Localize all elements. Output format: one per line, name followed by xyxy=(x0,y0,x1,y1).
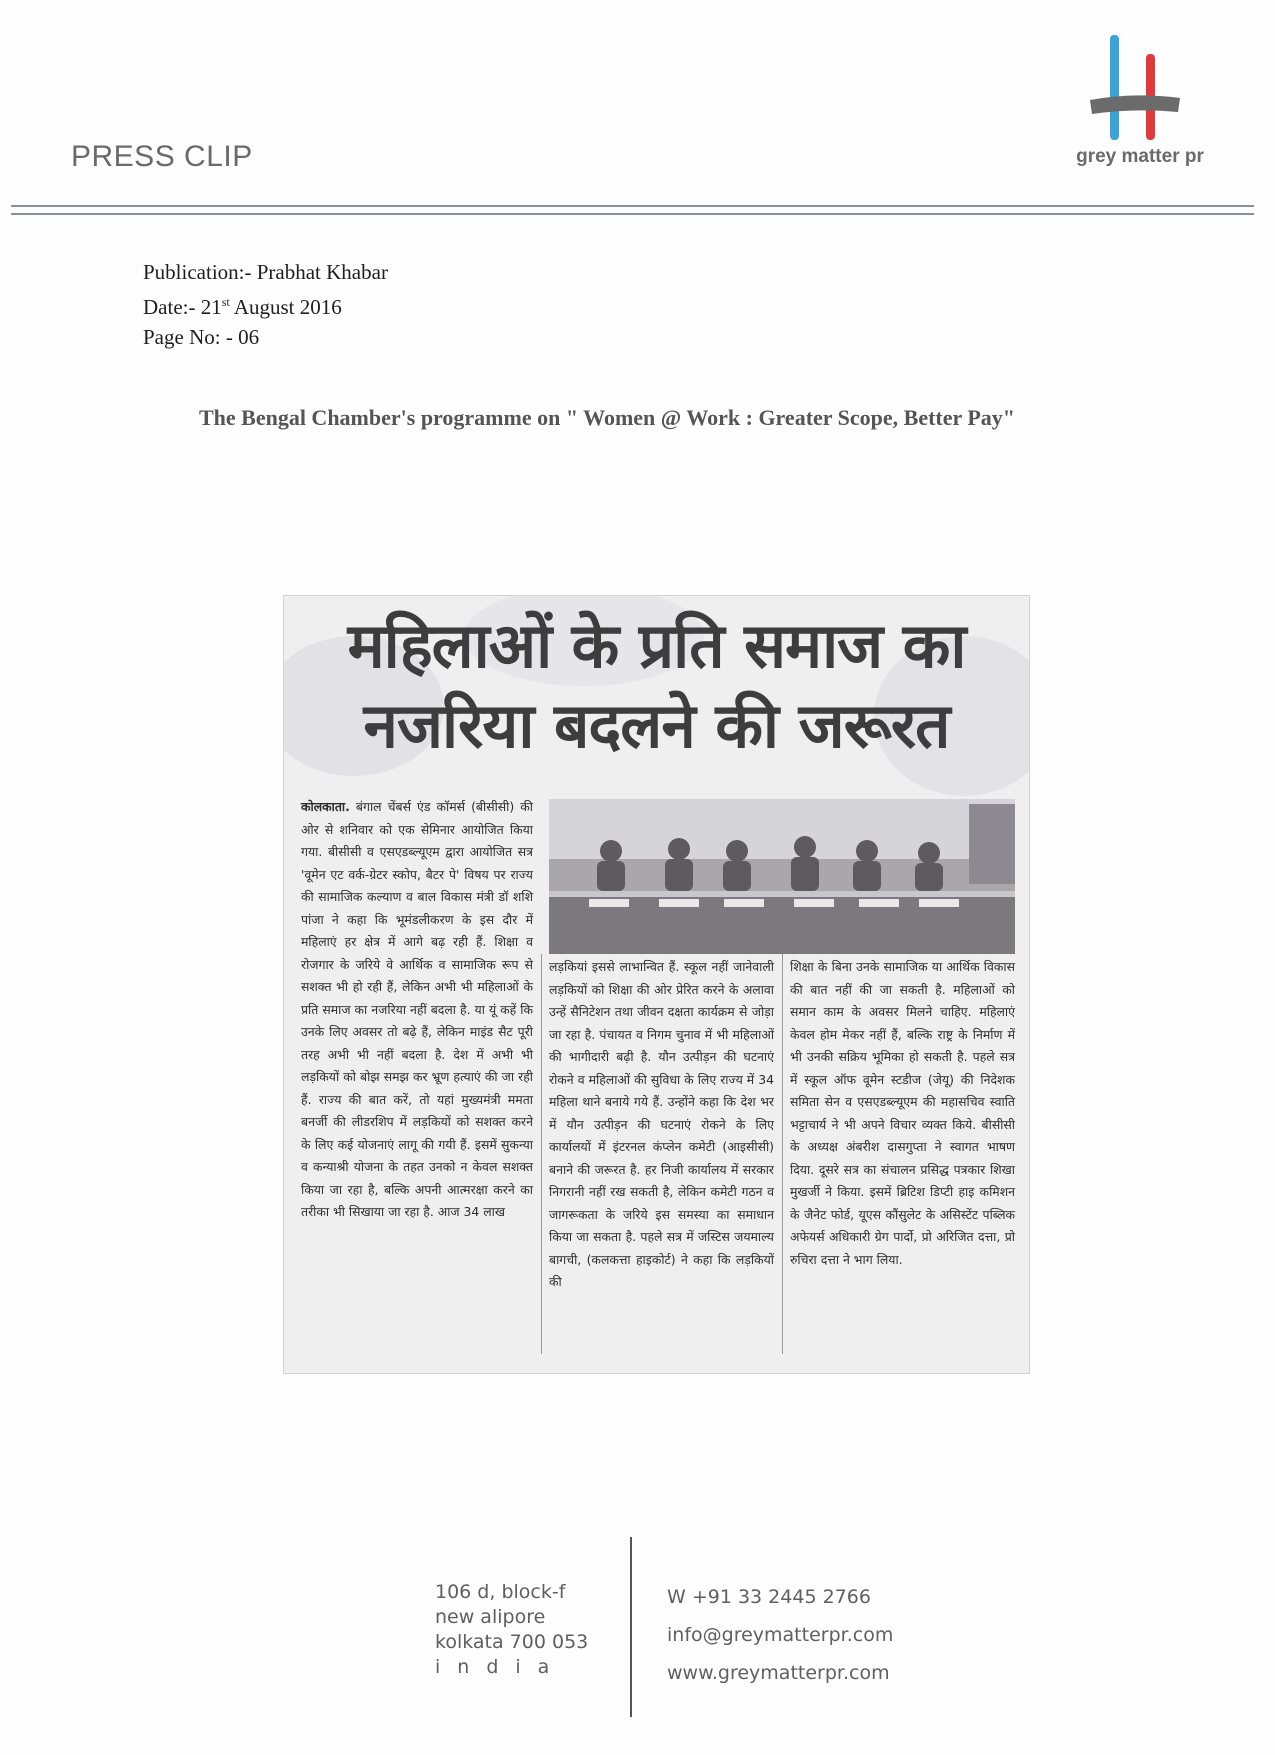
date-line: Date:- 21st August 2016 xyxy=(143,295,342,319)
clipping-headline: महिलाओं के प्रति समाज का नजरिया बदलने की जरूरत xyxy=(347,609,966,762)
grey-matter-logo-icon xyxy=(1080,30,1190,145)
company-logo xyxy=(1050,30,1230,170)
page-number-line: Page No: - 06 xyxy=(143,325,260,349)
column-divider-2 xyxy=(782,954,783,1354)
article-column-1: कोलकाता. बंगाल चेंबर्स एंड कॉमर्स (बीसीसी) की ओर से शनिवार को एक सेमिनार आयोजित किया गया. बीसीसी व एसएडब्ल्यूएम द्वारा आयोजित सत्र 'वूमेन एट वर्क-ग्रेटर स्कोप, बैटर पे' विषय पर राज्य की सामाजिक कल्याण व बाल विकास मंत्री डॉ शशि पांजा ने कहा कि भूमंडलीकरण के इस दौर में महिलाएं हर क्षेत्र में आगे बढ़ रही हैं. शिक्षा व रोजगार के जरिये वे आर्थिक व सामाजिक रूप से सशक्त भी हो रही हैं, लेकिन अभी भी महिलाओं के प्रति समाज का नजरिया नहीं बदला है. या यूं कहें कि उनके लिए अवसर तो बढ़े हैं, लेकिन माइंड सैट पूरी तरह अभी भी नहीं बदला है. देश में अभी भी लड़कियों को बोझ समझ कर भ्रूण हत्याएं की जा रही हैं. राज्य की बात करें, तो यहां मुख्यमंत्री ममता बनर्जी की लीडरशिप में लड़कियों को सशक्त करने के लिए कई योजनाएं लागू की गयी हैं. इसमें सुकन्या व कन्याश्री योजना के तहत उनको न केवल सशक्त किया जा रहा है, बल्कि अपनी आत्मरक्षा करने का तरीका भी सिखाया जा रहा है. आज 34 लाख xyxy=(301,799,533,1219)
publication-line: Publication:- Prabhat Khabar xyxy=(143,260,388,284)
clip-title: The Bengal Chamber's programme on " Women @ Work : Greater Scope, Better Pay" xyxy=(198,405,1016,430)
footer-website[interactable]: www.greymatterpr.com xyxy=(667,1662,890,1684)
logo-text: grey matter pr xyxy=(1076,146,1204,167)
header-rule-bottom xyxy=(11,213,1254,215)
header-rule-top xyxy=(11,205,1254,207)
press-clip-label: PRESS CLIP xyxy=(71,140,253,173)
footer-phone: W +91 33 2445 2766 xyxy=(667,1586,871,1608)
footer-contact xyxy=(667,1578,893,1692)
column-divider-1 xyxy=(541,954,542,1354)
article-column-3: शिक्षा के बिना उनके सामाजिक या आर्थिक विकास की बात नहीं की जा सकती है. महिलाओं को समान काम के अवसर मिलने चाहिए. महिलाएं केवल होम मेकर नहीं हैं, बल्कि राष्ट्र के निर्माण में भी उनकी सक्रिय भूमिका हो सकती है. पहले सत्र में स्कूल ऑफ वूमेन स्टडीज (जेयू) की निदेशक समिता सेन व एसएडब्ल्यूएम की महासचिव स्वाति भट्टाचार्य ने भी अपने विचार व्यक्त किये. बीसीसी के अध्यक्ष अंबरीश दासगुप्ता ने स्वागत भाषण दिया. दूसरे सत्र का संचालन प्रसिद्ध पत्रकार शिखा मुखर्जी ने किया. इसमें ब्रिटिश डिप्टी हाइ कमिशन के जैनेट फोर्ड, यूएस कौंसुलेट के असिस्टेंट पब्लिक अफेयर्स अधिकारी ग्रेग पार्दो, प्रो अरिजित दत्ता, प्रो रुचिरा दत्ता ने भाग लिया. xyxy=(790,959,1015,1267)
newspaper-clipping xyxy=(283,595,1030,1374)
footer-email[interactable]: info@greymatterpr.com xyxy=(667,1624,894,1646)
article-column-2: लड़कियां इससे लाभान्वित हैं. स्कूल नहीं जानेवाली लड़कियों को शिक्षा की ओर प्रेरित करने के अलावा उन्हें सैनिटेशन तथा जीवन दक्षता कार्यक्रम से जोड़ा जा रहा है. पंचायत व निगम चुनाव में भी महिलाओं की भागीदारी बढ़ी है. यौन उत्पीड़न की घटनाएं रोकने व महिलाओं की सुविधा के लिए राज्य में 34 महिला थाने बनाये गये हैं. उन्होंने कहा कि देश भर में यौन उत्पीड़न की घटनाएं रोकने के लिए कार्यालयों में इंटरनल कंप्लेन कमेटी (आइसीसी) बनाने की जरूरत है. हर निजी कार्यालय में सरकार निगरानी नहीं रख सकती है, लेकिन कमेटी गठन व जागरूकता के जरिये इस समस्या का समाधान किया जा सकता है. पहले सत्र में जस्टिस जयमाल्य बागची, (कलकत्ता हाइकोर्ट) ने कहा कि लड़कियों की xyxy=(549,959,774,1289)
footer-address: 106 d, block-f new alipore kolkata 700 053 india xyxy=(435,1581,589,1678)
footer-divider xyxy=(630,1537,632,1717)
event-photo-image xyxy=(549,799,1015,954)
event-photo xyxy=(549,799,1015,954)
publication-meta xyxy=(143,257,388,352)
